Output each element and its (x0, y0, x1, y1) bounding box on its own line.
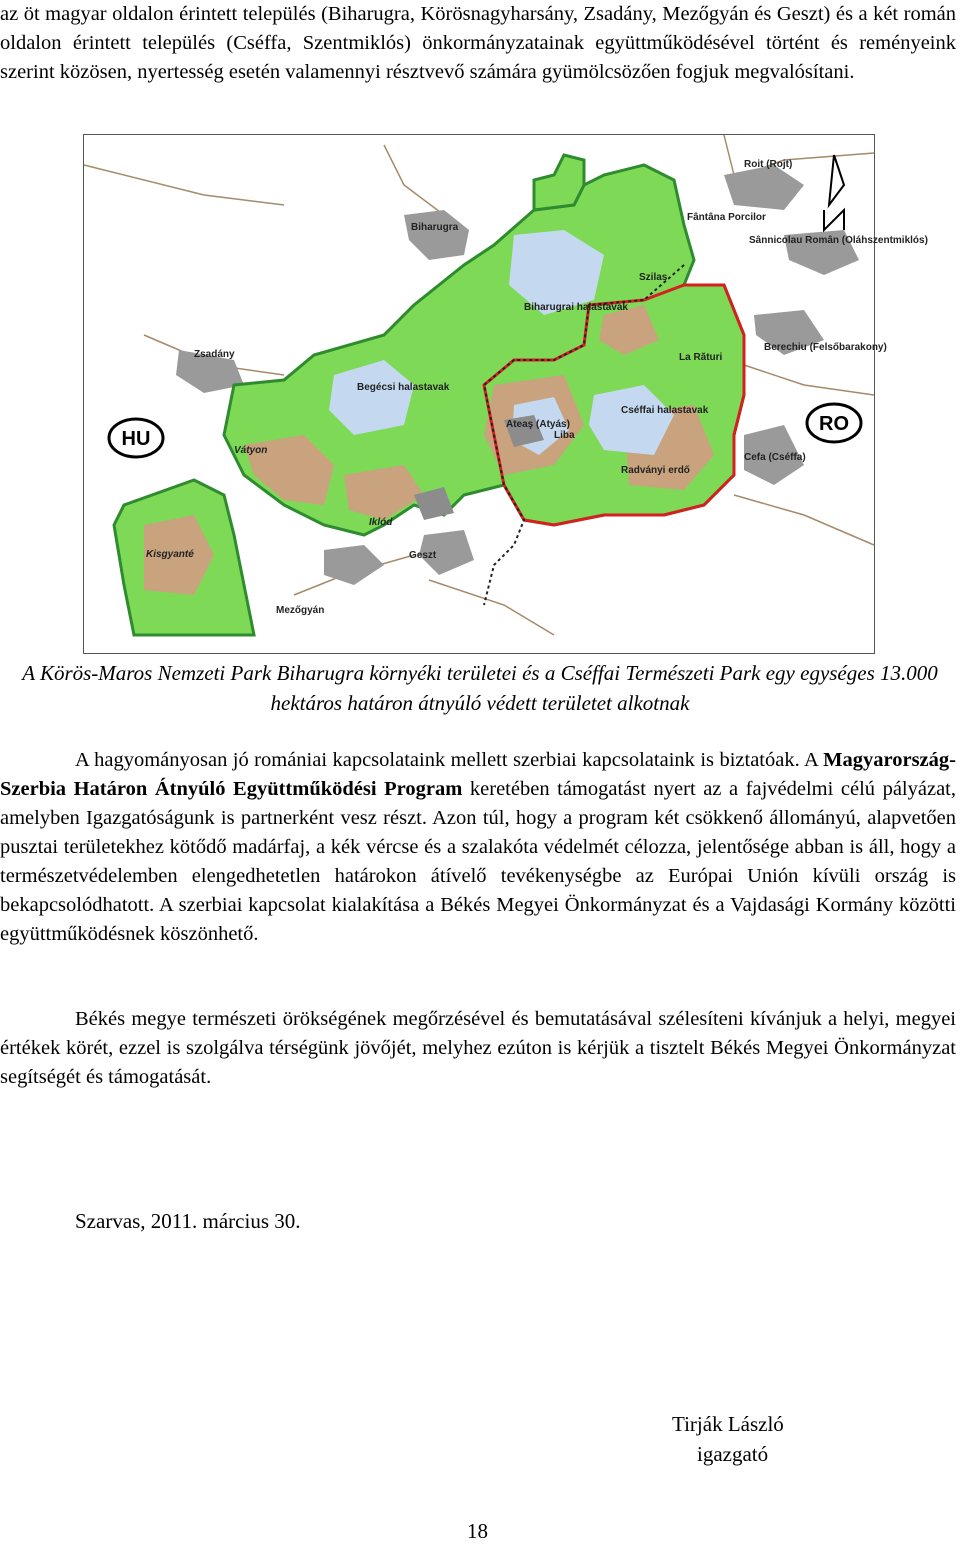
label-begecsi: Begécsi halastavak (357, 382, 450, 393)
paragraph-serbian-cooperation (0, 746, 956, 949)
label-radvanyi: Radványi erdő (621, 465, 690, 476)
place-and-date: Szarvas, 2011. március 30. (75, 1209, 301, 1233)
label-liba: Liba (554, 430, 575, 441)
label-geszt: Geszt (409, 550, 437, 561)
intro-paragraph: az öt magyar oldalon érintett település (Biharugra, Körösnagyharsány, Zsadány, Mezőgyán és Geszt) és a két román oldalon érintett település (Cséffa, Szentmiklós) önkormányzatainak együttműködésével történt és reményeink szerint közösen, nyertesség esetén valamennyi résztvevő számára gyümölcsözően fogjuk megvalósítani. (0, 3, 956, 83)
label-cseffai-halastavak: Cséffai halastavak (621, 405, 709, 416)
hu-badge (109, 419, 163, 457)
label-iklod: Iklód (369, 517, 393, 528)
label-ateas: Ateaş (Atyás) (506, 419, 570, 430)
label-zsadany: Zsadány (194, 349, 235, 360)
label-sannicolau: Sânnicolau Român (Oláhszentmiklós) (749, 235, 928, 246)
label-roit: Roit (Rojt) (744, 159, 793, 170)
label-fantana: Fântâna Porcilor (687, 212, 766, 223)
label-cefa: Cefa (Cséffa) (744, 452, 806, 463)
label-szilas: Szilas (639, 272, 668, 283)
label-berechiu: Berechiu (Felsőbarakony) (764, 342, 887, 353)
para2-text-after: keretében támogatást nyert az a fajvédelmi célú pályázat, amelyben Igazgatóságunk is partnerként vesz részt. Azon túl, hogy a program két csökkenő állományú, alapvetően pusztai területekhez kötődő madárfaj, a kék vércse és a szalakóta védelmét célozza, jelentősége abban is áll, hogy a természetvédelemben elengedhetetlen határokon átívelő tevékenységbe az Európai Unión kívüli ország is bekapcsolódhatott. A szerbiai kapcsolat kialakítása a Békés Megyei Önkormányzat és a Vajdasági Kormány közötti együttműködésnek köszönhető. (0, 778, 956, 945)
label-vatyon: Vátyon (234, 445, 268, 456)
page-number: 18 (467, 1519, 488, 1543)
label-biharugrai: Biharugrai halastavak (524, 302, 628, 313)
signature-title: igazgató (697, 1442, 769, 1466)
signature-name: Tirják László (672, 1412, 784, 1436)
label-la-raturi: La Rături (679, 352, 723, 363)
program-name: Magyarország-Szerbia Határon Átnyúló Együttműködési Program (0, 749, 956, 800)
para2-text-before: A hagyományosan jó romániai kapcsolataink mellett szerbiai kapcsolataink is biztatóak. A (75, 749, 824, 771)
svg-text:HU: HU (121, 428, 151, 450)
ro-badge (807, 404, 861, 442)
map-caption: A Körös-Maros Nemzeti Park Biharugra környéki területei és a Cséffai Természeti Park egy egységes 13.000 hektáros határon átnyúló védett területet alkotnak (22, 661, 938, 715)
svg-text:RO: RO (819, 413, 849, 435)
label-kisgyante: Kisgyanté (146, 549, 194, 560)
park-map (83, 134, 928, 654)
label-biharugra: Biharugra (411, 222, 459, 233)
label-mezogyan: Mezőgyán (276, 605, 325, 616)
paragraph-closing: Békés megye természeti örökségének megőrzésével és bemutatásával szélesíteni kívánjuk a helyi, megyei értékek körét, ezzel is szolgálva térségünk jövőjét, melyhez ezúton is kérjük a tisztelt Békés Megyei Önkormányzat segítségét és támogatását. (0, 1008, 956, 1088)
